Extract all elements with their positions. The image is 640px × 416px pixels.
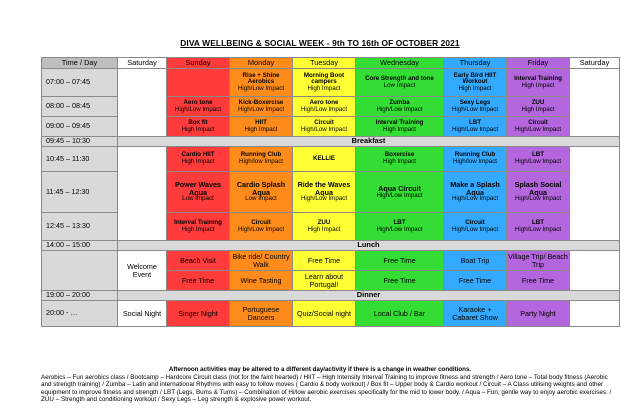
time-cell: 12:45 – 13:30 bbox=[42, 213, 118, 241]
impact-level: High Impact bbox=[307, 225, 341, 233]
saturday-end-morning-cell bbox=[570, 69, 620, 137]
class-name: Running Club bbox=[240, 151, 282, 159]
welcome-event-cell: Welcome Event bbox=[118, 251, 167, 291]
class-name: Cardio HIIT bbox=[181, 151, 215, 159]
class-cell bbox=[293, 69, 356, 97]
class-name: Morning Boot campers bbox=[303, 71, 345, 86]
class-name: LBT bbox=[468, 118, 482, 126]
time-cell: 08:00 – 08:45 bbox=[42, 97, 118, 117]
breakfast-row bbox=[42, 137, 620, 147]
lunch-row bbox=[42, 241, 620, 251]
class-name: Sexy Legs bbox=[459, 98, 491, 106]
impact-level: High/Low Impact bbox=[300, 125, 348, 133]
impact-level: High Impact bbox=[181, 225, 215, 233]
class-cell bbox=[507, 69, 570, 97]
page-title: DIVA WELLBEING & SOCIAL WEEK - 9th TO 16th OF OCTOBER 2021 bbox=[180, 38, 460, 48]
activity-cell: Learn about Portugal! bbox=[293, 271, 356, 291]
class-cell bbox=[230, 97, 293, 117]
class-name: Circuit bbox=[251, 218, 271, 226]
class-name: ZUU bbox=[531, 98, 545, 106]
impact-level: High Impact bbox=[181, 158, 215, 165]
header-wednesday: Wednesday bbox=[356, 58, 444, 69]
evening-cell: Quiz/Social night bbox=[293, 301, 356, 327]
class-cell bbox=[356, 147, 444, 172]
impact-level: High/Low Impact bbox=[174, 105, 222, 113]
class-cell bbox=[230, 117, 293, 137]
class-cell bbox=[167, 97, 230, 117]
class-cell bbox=[230, 213, 293, 241]
time-cell: 09:00 – 09:45 bbox=[42, 117, 118, 137]
class-cell bbox=[356, 97, 444, 117]
time-cell: 07:00 – 07:45 bbox=[42, 69, 118, 97]
activity-cell: Village Trip/ Beach Trip bbox=[508, 251, 568, 269]
table-row bbox=[42, 147, 620, 172]
impact-level: High/Low Impact bbox=[514, 195, 562, 203]
header-saturday: Saturday bbox=[118, 58, 167, 69]
activity-cell: Free Time bbox=[356, 271, 444, 291]
header-saturday-end: Saturday bbox=[570, 58, 620, 69]
activity-cell: Free Time bbox=[507, 271, 570, 291]
class-name: Boxercise bbox=[384, 151, 415, 159]
class-name: Interval Training bbox=[174, 218, 222, 226]
schedule-table bbox=[41, 57, 620, 327]
saturday-end-afternoon-cell bbox=[570, 251, 620, 291]
impact-level: High/Low Impact bbox=[376, 105, 423, 113]
impact-level: High Impact bbox=[181, 125, 215, 133]
header-sunday: Sunday bbox=[167, 58, 230, 69]
evening-cell: Portuguese Dancers bbox=[230, 301, 293, 327]
header-row bbox=[42, 58, 620, 69]
afternoon-time-cell bbox=[42, 251, 118, 291]
class-cell bbox=[167, 147, 230, 172]
class-name: LBT bbox=[531, 218, 545, 226]
class-name: HIIT bbox=[255, 118, 267, 126]
class-name: Running Club bbox=[454, 151, 496, 159]
class-name: KELLIE bbox=[312, 154, 335, 162]
lunch-band: Lunch bbox=[118, 241, 620, 251]
class-cell bbox=[444, 172, 507, 213]
evening-row bbox=[42, 301, 620, 327]
class-cell bbox=[230, 69, 293, 97]
evening-cell: Singer Night bbox=[167, 301, 230, 327]
class-cell bbox=[444, 213, 507, 241]
class-cell bbox=[167, 117, 230, 137]
class-cell bbox=[507, 213, 570, 241]
impact-level: High/Low Impact bbox=[237, 84, 285, 92]
impact-level: Low Impact bbox=[245, 195, 277, 203]
impact-level: High/Low Impact bbox=[300, 195, 348, 203]
dinner-band: Dinner bbox=[118, 291, 620, 301]
impact-level: High/low Impact bbox=[238, 158, 284, 165]
table-row bbox=[42, 251, 620, 271]
time-cell: 10:45 – 11:30 bbox=[42, 147, 118, 172]
header-friday: Friday bbox=[507, 58, 570, 69]
time-cell: 14:00 – 15:00 bbox=[42, 241, 118, 251]
class-cell bbox=[293, 172, 356, 213]
activity-cell: Bike ride/ Country Walk bbox=[230, 251, 293, 271]
class-name: Power Waves Aqua bbox=[174, 180, 222, 197]
time-cell: 09:45 – 10:30 bbox=[42, 137, 118, 147]
dinner-row bbox=[42, 291, 620, 301]
class-cell bbox=[167, 172, 230, 213]
impact-level: High Impact bbox=[382, 158, 416, 165]
class-cell bbox=[356, 117, 444, 137]
class-name: Box fit bbox=[188, 118, 208, 126]
saturday-end-midday-cell bbox=[570, 147, 620, 241]
header-thursday: Thursday bbox=[444, 58, 507, 69]
activity-cell: Free Time bbox=[444, 271, 507, 291]
impact-level: Low Impact bbox=[182, 195, 214, 203]
class-cell bbox=[356, 213, 444, 241]
notes-text: Aerobics – Fun aerobics class / Bootcamp – Hardcore Circuit class (not for the faint hearted) / HIIT – High Intensity Interval Training to improve fitness and strength / Aero tone – Total body fitness (Aerobic and strength training) / Zumba – Latin and international Rhythms with easy to follow moves ( Cardio & body workout) / Box fit – Upper body & Cardio workout / Circuit – A Class utilising weights and other equipment to improve fitness and strength / LBT (Legs, Bums & Tums) – Combination of Hi/low aerobic exercises specifically for the mid to lower body. / Aqua – Fun, gentle way to enjoy aerobic exercises. / ZUU – Strength and conditioning workout / Sexy Legs – Leg strength & explosive power workout. bbox=[41, 374, 612, 403]
class-name: ZUU bbox=[317, 218, 331, 226]
impact-level: High/Low Impact bbox=[451, 125, 499, 133]
class-name: LBT bbox=[393, 218, 406, 226]
class-cell bbox=[444, 97, 507, 117]
impact-level: High Impact bbox=[521, 81, 555, 89]
activity-cell: Boat Trip bbox=[444, 251, 507, 271]
impact-level: Low Impact bbox=[383, 81, 416, 89]
impact-level: High/low Impact bbox=[452, 158, 498, 165]
class-name: Make a Splash Aqua bbox=[450, 180, 500, 197]
impact-level: High/Low Impact bbox=[451, 225, 499, 233]
class-name: Aqua Circuit bbox=[378, 183, 421, 193]
activity-cell: Beach Visit bbox=[167, 251, 230, 271]
impact-level: High/Low Impact bbox=[451, 105, 499, 113]
class-cell bbox=[444, 117, 507, 137]
saturday-midday-cell bbox=[118, 147, 167, 241]
class-name: Aero tone bbox=[183, 98, 213, 106]
class-name: Circuit bbox=[314, 118, 334, 126]
class-name: Zumba bbox=[389, 98, 410, 106]
impact-level: High Impact bbox=[521, 105, 555, 113]
class-name: Interval Training bbox=[375, 118, 424, 126]
class-name: Early Bird HIIT Workout bbox=[453, 71, 497, 86]
class-cell bbox=[356, 172, 444, 213]
header-monday: Monday bbox=[230, 58, 293, 69]
impact-level: High/Low Impact bbox=[376, 225, 423, 233]
impact-level: High/Low Impact bbox=[300, 105, 348, 113]
evening-cell: Party Night bbox=[507, 301, 570, 327]
class-cell bbox=[507, 117, 570, 137]
time-cell: 11:45 – 12:30 bbox=[42, 172, 118, 213]
class-name: Ride the Waves Aqua bbox=[297, 180, 351, 197]
impact-level: High/Low Impact bbox=[451, 195, 499, 203]
evening-cell: Local Club / Bar bbox=[356, 301, 444, 327]
class-cell bbox=[507, 147, 570, 172]
class-name: Circuit bbox=[465, 218, 485, 226]
class-cell bbox=[293, 213, 356, 241]
class-name: LBT bbox=[531, 151, 545, 159]
impact-level: High Impact bbox=[458, 84, 492, 92]
impact-level: High/Low Impact bbox=[514, 225, 562, 233]
saturday-morning-cell bbox=[118, 69, 167, 137]
class-cell bbox=[167, 213, 230, 241]
activity-cell: Free Time bbox=[293, 251, 356, 271]
class-cell bbox=[507, 172, 570, 213]
activity-cell: Free Time bbox=[356, 251, 444, 271]
class-name: Splash Social Aqua bbox=[514, 180, 562, 197]
class-cell bbox=[230, 147, 293, 172]
evening-cell: Social Night bbox=[118, 301, 167, 327]
activity-cell: Free Time bbox=[167, 271, 230, 291]
impact-level: High/Low Impact bbox=[237, 105, 285, 113]
impact-level: High/Low Impact bbox=[376, 191, 423, 199]
class-name: Interval Training bbox=[514, 74, 562, 82]
class-cell bbox=[293, 97, 356, 117]
time-cell: 20:00 - … bbox=[42, 301, 118, 327]
class-name: Rise + Shine Aerobics bbox=[242, 71, 280, 86]
class-name: Circuit bbox=[528, 118, 548, 126]
impact-level: High Impact bbox=[244, 125, 278, 133]
class-name: Aero tone bbox=[309, 98, 339, 106]
activity-cell: Wine Tasting bbox=[230, 271, 293, 291]
impact-level: High/Low Impact bbox=[514, 125, 562, 133]
class-name: Cardio Splash Aqua bbox=[236, 180, 286, 197]
breakfast-band: Breakfast bbox=[118, 137, 620, 147]
class-name: Core Strength and tone bbox=[365, 74, 434, 82]
class-cell bbox=[356, 69, 444, 97]
class-cell bbox=[230, 172, 293, 213]
evening-cell: Karaoke + Cabaret Show bbox=[444, 301, 507, 327]
class-cell bbox=[167, 69, 230, 97]
header-time-day: Time / Day bbox=[42, 58, 118, 69]
impact-level: High Impact bbox=[307, 84, 341, 92]
class-cell bbox=[293, 147, 356, 172]
class-name: Kick-Boxercise bbox=[238, 98, 284, 106]
impact-level: High/Low Impact bbox=[237, 225, 285, 233]
table-row bbox=[42, 69, 620, 97]
impact-level: High/Low Impact bbox=[514, 158, 562, 165]
notes-heading: Afternoon activities may be altered to a different day/activity if there is a change in weather conditions. bbox=[168, 366, 472, 373]
class-cell bbox=[507, 97, 570, 117]
saturday-end-evening-cell bbox=[570, 301, 620, 327]
class-cell bbox=[444, 69, 507, 97]
header-tuesday: Tuesday bbox=[293, 58, 356, 69]
impact-level: High Impact bbox=[382, 125, 416, 133]
class-cell bbox=[293, 117, 356, 137]
class-cell bbox=[444, 147, 507, 172]
time-cell: 19:00 – 20:00 bbox=[42, 291, 118, 301]
